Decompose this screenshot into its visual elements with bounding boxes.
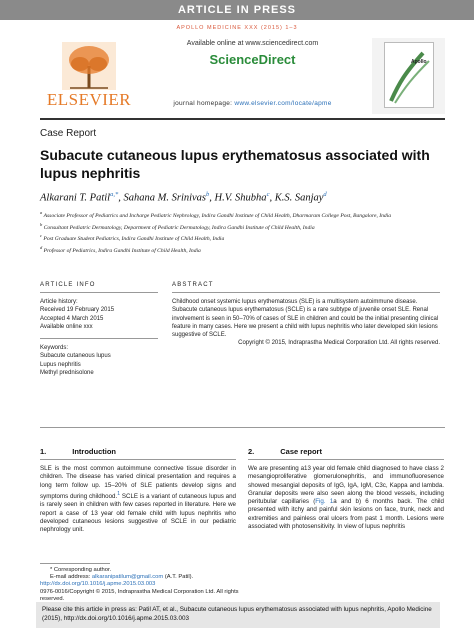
abstract-copyright: Copyright © 2015, Indraprastha Medical Corporation Ltd. All rights reserved. (238, 340, 440, 347)
affiliations (40, 209, 440, 256)
section-number: 1. (40, 447, 47, 456)
figure-link[interactable]: Fig. 1 (315, 498, 334, 506)
homepage-label: journal homepage: (173, 100, 233, 107)
cover-swoosh-icon (385, 43, 435, 109)
online-date: Available online xxx (40, 323, 93, 330)
article-in-press-banner: ARTICLE IN PRESS (0, 0, 474, 20)
elsevier-wordmark: ELSEVIER (46, 90, 132, 109)
section-body: We are presenting a13 year old female child diagnosed to have class 2 mesangioproliferative glomerulonephritis, and immunofluoresence showed mesangial deposits of IgG, IgA, IgM, C3c, Kappa and lambda. Granular deposits were also seen along the blood vessels, including peritubular capillaries (Fig. 1a and b) 6 months back. The child presented with itchy and painful skin lesions on face, trunk, neck and extremities and painless oral ulcers from past 1 month. Lesions were associated with photosensitivity. In view of lupus nephritis (248, 465, 444, 531)
section-heading (248, 447, 444, 460)
footnote-divider (40, 563, 110, 564)
email-link[interactable]: alkaranipatilum@gmail.com (91, 573, 164, 580)
keyword-item: Methyl prednisolone (40, 370, 94, 377)
journal-homepage (140, 100, 365, 107)
email-line: E-mail address: alkaranipatilum@gmail.com (A.T. Patil). (50, 573, 194, 580)
author-name[interactable]: K.S. Sanjay (274, 192, 324, 204)
author-name[interactable]: Alkarani T. Patil (40, 192, 111, 204)
introduction-section (40, 447, 236, 534)
doi-link[interactable]: http://dx.doi.org/10.1016/j.apme.2015.03.003 (40, 581, 156, 588)
abstract (172, 282, 440, 348)
section-title: Introduction (72, 447, 117, 456)
available-online-text[interactable]: Available online at www.sciencedirect.com (186, 40, 319, 47)
section-title: Case report (280, 447, 322, 456)
issn-copyright: 0976-0016/Copyright © 2015, Indraprastha Medical Corporation Ltd. All rights reserved. (40, 588, 239, 603)
article-history (40, 298, 158, 331)
journal-cover-image (384, 42, 434, 108)
journal-masthead (40, 38, 445, 114)
abstract-heading: ABSTRACT (172, 282, 440, 293)
section-body: SLE is the most common autoimmune connective tissue disorder in children. The disease has varied clinical presentation and requires a long term follow up. 15–20% of SLE patients develop signs and symptoms during childhood.$^1$ SCLE is a variant of cutaneous lupus and is rarely seen in children with few cases reported in literature. Here we report a case of 13 year old female child with lupus nephritis who developed cutaneous lesions suggestive of SCLE in our pediatric nephrology unit. (40, 465, 236, 534)
homepage-link[interactable]: www.elsevier.com/locate/apme (234, 100, 332, 107)
received-date: Received 19 February 2015 (40, 307, 115, 314)
section-heading (40, 447, 236, 460)
affiliation-item: $^c$ Post Graduate Student Pediatrics, Indira Gandhi Institute of Child Health, India (40, 233, 225, 243)
journal-cover[interactable] (372, 38, 445, 114)
elsevier-logo[interactable] (40, 38, 138, 110)
author-affil-link[interactable]: d (323, 191, 327, 198)
corresponding-author: * Corresponding author. (50, 566, 112, 573)
history-label: Article history: (40, 299, 78, 305)
article-title: Subacute cutaneous lupus erythematosus associated with lupus nephritis (40, 147, 430, 181)
affiliation-item: $^a$ Associate Professor of Pediatrics and Incharge Pediatric Nephrology, Indira Gandhi Institute of Child Health, Dharmaram College Post, Bangalore, India (40, 210, 392, 219)
keywords (40, 338, 158, 377)
section-number: 2. (248, 447, 255, 456)
article-type: Case Report (40, 128, 97, 139)
case-report-section (248, 447, 444, 531)
keyword-item: Subacute cutaneous lupus (40, 353, 111, 360)
info-divider (40, 427, 445, 428)
author-name[interactable]: H.V. Shubha (214, 192, 267, 204)
author-name[interactable]: Sahana M. Srinivas (123, 192, 207, 204)
article-info-heading: ARTICLE INFO (40, 282, 158, 293)
affiliation-item: $^d$ Professor of Pediatrics, Indira Gandhi Institute of Child Health, India (40, 244, 201, 254)
author-affil-link[interactable]: b (206, 191, 210, 198)
cover-title: Apollo (411, 59, 427, 65)
footnotes (40, 563, 260, 604)
affiliation-item: $^b$ Consultant Pediatric Dermatology, Department of Pediatric Dermatology, Indira Gandhi Institute of Child Health, India (40, 221, 315, 231)
journal-volume-line: APOLLO MEDICINE XXX (2015) 1–3 (176, 25, 298, 31)
elsevier-tree-icon (62, 42, 116, 90)
reference-link[interactable]: 1 (117, 490, 121, 497)
sciencedirect-logo[interactable]: ScienceDirect (209, 52, 296, 67)
accepted-date: Accepted 4 March 2015 (40, 315, 104, 322)
author-affil-link[interactable]: c (266, 191, 270, 198)
keyword-item: Lupus nephritis (40, 361, 81, 368)
citation-box: Please cite this article in press as: Patil AT, et al., Subacute cutaneous lupus erythematosus associated with lupus nephritis, Apollo Medicine (2015), http://dx.doi.org/10.1016/j.apme.2015.03.003 (36, 602, 440, 628)
author-affil-link[interactable]: a,* (110, 191, 119, 198)
article-info (40, 282, 158, 377)
author-list: Alkarani T. Patil$^{a,*}$, Sahana M. Srinivas$^b$, H.V. Shubha$^c$, K.S. Sanjay$^d$ (40, 191, 327, 204)
abstract-text: Childhood onset systemic lupus erythematosus (SLE) is a multisystem autoimmune disease. Subacute cutaneous lupus erythematosus (SCLE) is a rare subtype of juvenile onset SLE. Renal involvement is seen in 50–70% of cases of SLE in children and could be the initial presenting clinical feature in many cases. Here we present a child with lupus nephritis who later developed skin lesions suggestive of SCLE. (172, 299, 439, 339)
masthead-divider (40, 118, 445, 120)
masthead-center (140, 38, 365, 114)
keywords-label: Keywords: (40, 345, 69, 352)
